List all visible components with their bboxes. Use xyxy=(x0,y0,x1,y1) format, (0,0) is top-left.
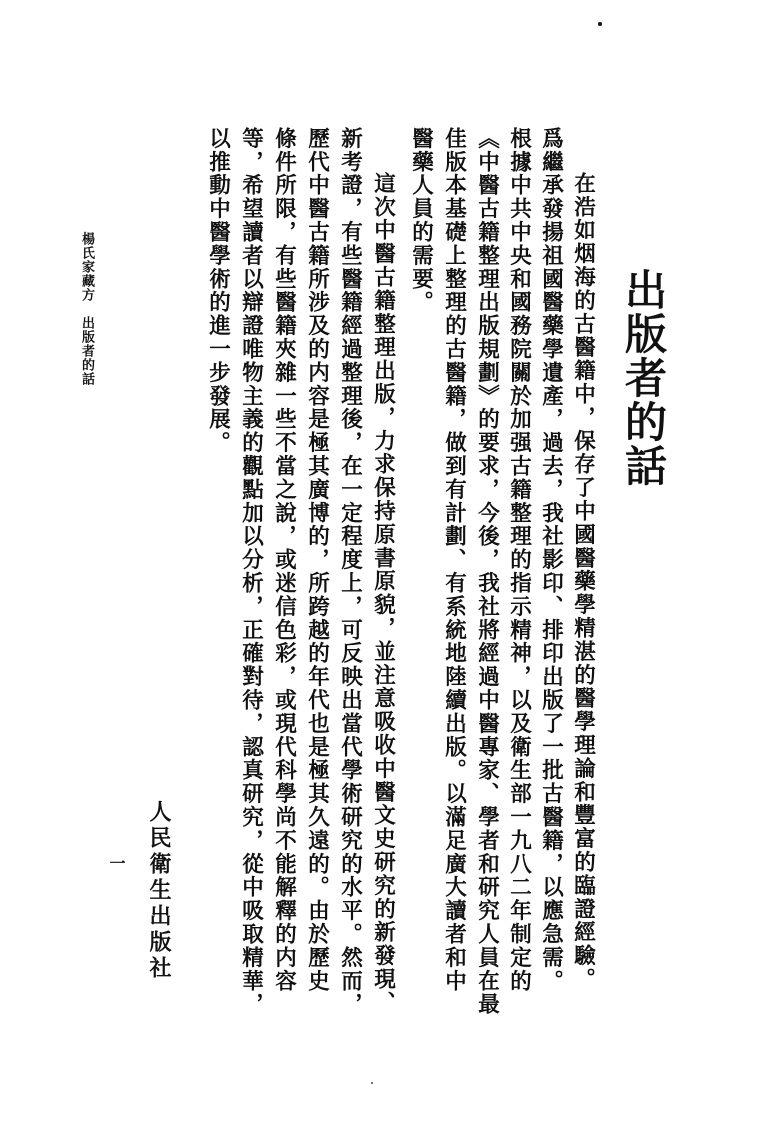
paragraph-2-line-1: 這次中醫古籍整理出版，力求保持原書原貌，並注意吸收中醫文史研究的新發現、 xyxy=(370,172,396,1015)
page-number: 一 xyxy=(107,855,126,871)
paragraph-1-line-6: 醫藥人員的需要。 xyxy=(408,127,434,315)
scan-mark xyxy=(598,22,602,26)
scan-speck xyxy=(371,1082,373,1084)
paragraph-2-line-6: 以推動中醫學術的進一步發展。 xyxy=(205,127,231,455)
publisher-signature: 人民衛生出版社 xyxy=(146,800,172,982)
paragraph-2-line-5: 等，希望讀者以辯證唯物主義的觀點加以分析，正確對待，認真研究，從中吸取精華， xyxy=(238,127,264,1017)
paragraph-2-line-2: 新考證，有些醫籍經過整理後，在一定程度上，可反映出當代學術研究的水平。然而， xyxy=(337,127,363,1017)
paragraph-1-line-1: 在浩如烟海的古醫籍中，保存了中國醫藥學精湛的醫學理論和豐富的臨證經驗。 xyxy=(570,172,596,991)
paragraph-1-line-5: 佳版本基礎上整理的古醫籍，做到有計劃、有系統地陸續出版。以滿足廣大讀者和中 xyxy=(441,127,467,993)
paragraph-1-line-3: 根據中共中央和國務院關於加强古籍整理的指示精神，以及衛生部一九八二年制定的 xyxy=(506,127,532,993)
running-header: 楊氏家藏方 出版者的話 xyxy=(79,232,94,386)
paragraph-2-line-3: 歷代中醫古籍所涉及的内容是極其廣博的，所跨越的年代也是極其久遠的。由於歷史 xyxy=(304,127,330,993)
paragraph-1-line-2: 爲繼承發揚祖國醫藥學遺產，過去，我社影印、排印出版了一批古醫籍，以應急需。 xyxy=(538,127,564,993)
paragraph-1-line-4: 《中醫古籍整理出版規劃》的要求，今後，我社將經過中醫專家、學者和研究人員在最 xyxy=(474,127,500,1017)
paragraph-2-line-4: 條件所限，有些醫籍夾雜一些不當之說，或迷信色彩，或現代科學尚不能解釋的内容 xyxy=(271,127,297,993)
page-title: 出版者的話 xyxy=(619,268,668,488)
